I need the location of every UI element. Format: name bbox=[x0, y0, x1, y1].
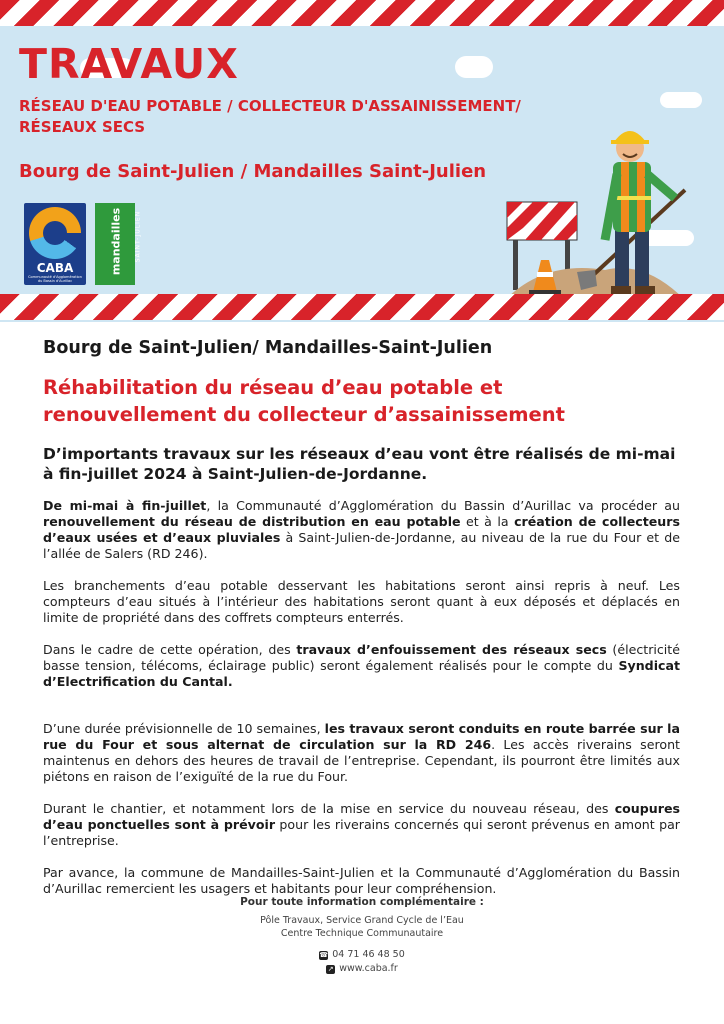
p1-highlight-2: création de collecteurs d’eaux usées et d’eaux pluviales bbox=[43, 514, 680, 545]
p4-text: . Les accès riverains seront maintenus en dehors des heures de travail de l’entreprise. Cependant, ils pourront être limités aux piétons en raison de l’exiguïté de la rue du Four. bbox=[43, 737, 680, 784]
p1-text: à Saint-Julien-de-Jordanne, au niveau de la rue du Four et de l’allée de Salers (RD 246). bbox=[43, 530, 680, 561]
p3-text: (électricité basse tension, télécoms, éclairage public) seront également réalisés pour le compte du bbox=[43, 642, 680, 673]
p3-highlight-2: Syndicat d’Electrification du Cantal. bbox=[43, 658, 680, 689]
hazard-stripe-top bbox=[0, 0, 724, 26]
p1-text: et à la bbox=[460, 514, 515, 529]
link-icon: ↗ bbox=[327, 964, 334, 973]
caba-swirl-icon bbox=[29, 207, 81, 259]
p1-dates: De mi-mai à fin-juillet bbox=[43, 498, 207, 513]
mandailles-logo-name: mandailles bbox=[109, 207, 123, 276]
footer-line-1: Pôle Travaux, Service Grand Cycle de l’Eau bbox=[260, 915, 464, 926]
banner-subtitle: RÉSEAU D'EAU POTABLE / COLLECTEUR D'ASSAINISSEMENT/ RÉSEAUX SECS bbox=[19, 97, 521, 136]
website-link[interactable]: www.caba.fr bbox=[339, 963, 398, 974]
p1-text: , la Communauté d’Agglomération du Bassin d’Aurillac va procéder au bbox=[206, 498, 680, 513]
paragraph-4 bbox=[43, 721, 680, 785]
article-lead: D’importants travaux sur les réseaux d’eau vont être réalisés de mi-mai à fin-juillet 2024 à Saint-Julien-de-Jordanne. bbox=[43, 445, 676, 483]
cloud bbox=[660, 92, 702, 108]
mandailles-logo-sub: SAINT-JULIEN bbox=[134, 210, 142, 263]
article-place-heading: Bourg de Saint-Julien/ Mandailles-Saint-Julien bbox=[43, 338, 493, 358]
article-title: Réhabilitation du réseau d’eau potable et renouvellement du collecteur d’assainissement bbox=[43, 376, 565, 426]
caba-logo-name: CABA bbox=[36, 261, 74, 275]
caba-logo-tagline: Communauté d'Agglomération du Bassin d'Aurillac bbox=[28, 275, 82, 283]
worker-figure bbox=[605, 131, 675, 294]
banner-title: TRAVAUX bbox=[19, 40, 239, 88]
paragraph-1 bbox=[43, 498, 680, 562]
footer-phone bbox=[0, 948, 724, 962]
phone-number: 04 71 46 48 50 bbox=[332, 949, 405, 960]
footer-web[interactable] bbox=[0, 962, 724, 976]
p5-highlight: coupures d’eau ponctuelles sont à prévoir bbox=[43, 801, 680, 832]
hazard-stripe-bottom bbox=[0, 294, 724, 320]
p5-text: Durant le chantier, et notamment lors de la mise en service du nouveau réseau, des bbox=[43, 801, 615, 816]
p1-highlight-1: renouvellement du réseau de distribution en eau potable bbox=[43, 514, 461, 529]
caba-logo bbox=[24, 203, 86, 285]
p4-highlight: les travaux seront conduits en route barrée sur la rue du Four et sous alternat de circulation sur la RD 246 bbox=[43, 721, 680, 752]
banner-place: Bourg de Saint-Julien / Mandailles Saint-Julien bbox=[19, 161, 487, 182]
paragraph-3 bbox=[43, 642, 680, 690]
p3-text: Dans le cadre de cette opération, des bbox=[43, 642, 297, 657]
p3-highlight-1: travaux d’enfouissement des réseaux secs bbox=[296, 642, 607, 657]
footer-heading: Pour toute information complémentaire : bbox=[240, 896, 484, 908]
mandailles-logo bbox=[95, 203, 142, 285]
cloud bbox=[455, 56, 493, 78]
p5-text: pour les riverains concernés qui seront prévenus en amont par l’entreprise. bbox=[43, 817, 680, 848]
paragraph-6: Par avance, la commune de Mandailles-Saint-Julien et la Communauté d’Agglomération du Bassin d’Aurillac remercient les usagers et habitants pour leur compréhension. bbox=[43, 865, 680, 896]
header-banner bbox=[0, 0, 724, 322]
paragraph-2: Les branchements d’eau potable desservant les habitations seront ainsi repris à neuf. Les compteurs d’eau situés à l’intérieur des habitations seront quant à eux déposés et déplacés en limite de propriété dans des coffrets compteurs enterrés. bbox=[43, 578, 680, 625]
p4-text: D’une durée prévisionnelle de 10 semaines, bbox=[43, 721, 325, 736]
paragraph-5 bbox=[43, 801, 680, 849]
construction-worker-illustration bbox=[495, 110, 705, 300]
phone-icon: ☎ bbox=[319, 950, 329, 959]
footer-line-2: Centre Technique Communautaire bbox=[280, 928, 444, 939]
article-body bbox=[43, 338, 680, 897]
contact-footer bbox=[0, 896, 724, 976]
